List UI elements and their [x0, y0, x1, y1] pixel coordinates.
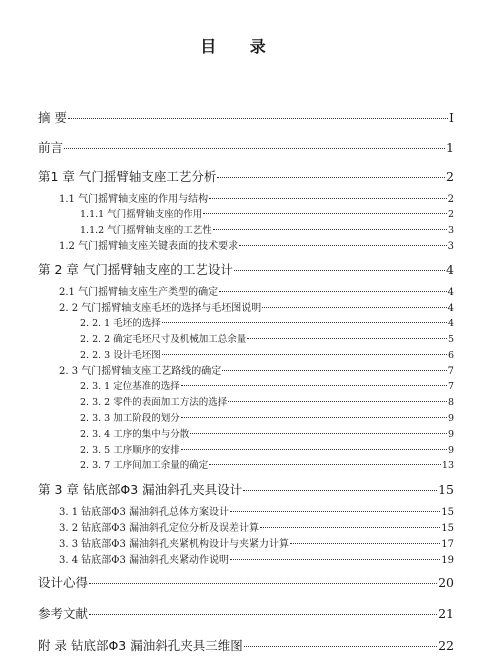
- toc-entry-page: 1: [446, 140, 454, 155]
- toc-entry-label: 2. 2 气门摇臂轴支座毛坯的选择与毛坯图说明: [59, 303, 262, 314]
- dot-leader: [203, 213, 447, 214]
- toc-entry-label: 2. 2. 3 设计毛坯图: [80, 350, 161, 361]
- toc-entry-page: 9: [447, 429, 454, 440]
- toc-entry: [80, 442, 454, 456]
- toc-entry: [80, 426, 454, 440]
- dot-leader: [234, 270, 445, 271]
- toc-entry-page: 4: [447, 303, 454, 314]
- toc-entry-label: 3. 3 钻底部Φ3 漏油斜孔夹紧机构设计与夹紧力计算: [59, 539, 289, 550]
- toc-entry-label: 1.1.2 气门摇臂轴支座的工艺性: [80, 225, 212, 236]
- toc-entry-page: 22: [438, 638, 454, 653]
- toc-entry: [59, 535, 454, 550]
- dot-leader: [230, 511, 440, 512]
- toc-entry: [80, 331, 454, 345]
- toc-entry: [38, 138, 454, 156]
- toc-entry-label: 参考文献: [38, 606, 89, 621]
- toc-entry-page: 2: [447, 194, 454, 205]
- dot-leader: [162, 322, 447, 323]
- toc-entry: [80, 222, 454, 236]
- toc-entry-page: 2: [447, 209, 454, 220]
- dot-leader: [89, 583, 437, 584]
- toc-entry: [80, 394, 454, 408]
- toc-entry: [38, 604, 454, 622]
- toc-entry-page: 9: [447, 445, 454, 456]
- toc-entry-label: 前言: [38, 140, 64, 155]
- toc-entry-page: 20: [438, 575, 454, 590]
- dot-leader: [239, 245, 447, 246]
- toc-entry: [59, 299, 454, 314]
- toc-title: 目 录: [200, 37, 280, 56]
- dot-leader: [228, 401, 447, 402]
- toc-entry-page: 6: [447, 350, 454, 361]
- toc-entry: [38, 167, 454, 185]
- toc-entry: [38, 260, 454, 278]
- toc-entry-page: 15: [438, 482, 454, 497]
- toc-entry-label: 2. 3. 5 工序顺序的安排: [80, 445, 180, 456]
- toc-entry: [38, 636, 454, 654]
- toc-entry-label: 3. 2 钻底部Φ3 漏油斜孔定位分析及误差计算: [59, 523, 259, 534]
- toc-entry: [80, 410, 454, 424]
- dot-leader: [68, 118, 448, 119]
- toc-entry-label: 1.2 气门摇臂轴支座关键表面的技术要求: [59, 241, 239, 252]
- toc-entry-page: 5: [447, 334, 454, 345]
- toc-entry-label: 摘 要: [38, 110, 67, 125]
- toc-entry-label: 第 2 章 气门摇臂轴支座的工艺设计: [38, 262, 233, 277]
- toc-entry: [59, 190, 454, 205]
- dot-leader: [222, 370, 446, 371]
- toc-entry: [80, 347, 454, 361]
- toc-entry: [59, 362, 454, 377]
- toc-entry-label: 1.1 气门摇臂轴支座的作用与结构: [59, 194, 209, 205]
- toc-entry: [59, 551, 454, 566]
- toc-entry-label: 第1 章 气门摇臂轴支座工艺分析: [38, 169, 217, 184]
- toc-entry-page: 4: [447, 318, 454, 329]
- dot-leader: [181, 385, 447, 386]
- toc-entry-label: 2. 2. 1 毛坯的选择: [80, 318, 161, 329]
- toc-entry-page: 21: [438, 606, 454, 621]
- toc-entry: [59, 519, 454, 534]
- toc-entry-page: 3: [447, 225, 454, 236]
- dot-leader: [260, 527, 440, 528]
- toc-entry-page: 7: [447, 381, 454, 392]
- toc-entry-label: 2. 3. 1 定位基准的选择: [80, 381, 180, 392]
- dot-leader: [217, 177, 445, 178]
- toc-entry: [38, 480, 454, 498]
- toc-entry-label: 3. 1 钻底部Φ3 漏油斜孔总体方案设计: [59, 507, 229, 518]
- toc-entry-label: 2. 3. 3 加工阶段的划分: [80, 413, 180, 424]
- toc-entry-page: 13: [441, 460, 454, 471]
- toc-entry: [80, 315, 454, 329]
- toc-entry: [80, 206, 454, 220]
- dot-leader: [162, 354, 447, 355]
- toc-entry-page: I: [449, 110, 454, 125]
- toc-entry: [59, 283, 454, 298]
- toc-entry-page: 3: [447, 241, 454, 252]
- toc-entry: [38, 573, 454, 591]
- toc-entry-label: 2. 3. 2 零件的表面加工方法的选择: [80, 397, 228, 408]
- toc-entry-page: 2: [446, 169, 454, 184]
- dot-leader: [64, 148, 445, 149]
- toc-entry-page: 7: [447, 366, 454, 377]
- dot-leader: [243, 490, 437, 491]
- dot-leader: [181, 449, 447, 450]
- dot-leader: [219, 291, 447, 292]
- toc-entry-page: 9: [447, 413, 454, 424]
- dot-leader: [181, 417, 447, 418]
- dot-leader: [247, 338, 447, 339]
- toc-entry: [80, 457, 454, 471]
- dot-leader: [262, 307, 446, 308]
- toc-entry-page: 4: [446, 262, 454, 277]
- toc-entry-label: 2. 3 气门摇臂轴支座工艺路线的确定: [59, 366, 222, 377]
- dot-leader: [89, 614, 437, 615]
- toc-entry-page: 17: [441, 539, 454, 550]
- toc-entry-page: 19: [441, 555, 454, 566]
- toc-entry: [38, 108, 454, 126]
- dot-leader: [209, 198, 447, 199]
- toc-entry-page: 15: [441, 507, 454, 518]
- dot-leader: [244, 646, 437, 647]
- dot-leader: [290, 543, 440, 544]
- toc-entry-label: 2. 3. 4 工序的集中与分散: [80, 429, 190, 440]
- toc-entry-label: 2. 2. 2 确定毛坯尺寸及机械加工总余量: [80, 334, 247, 345]
- toc-entry-label: 附 录 钻底部Φ3 漏油斜孔夹具三维图: [38, 638, 243, 653]
- dot-leader: [190, 433, 447, 434]
- toc-entry-label: 第 3 章 钻底部Φ3 漏油斜孔夹具设计: [38, 482, 243, 497]
- toc-entry: [59, 237, 454, 252]
- dot-leader: [230, 559, 440, 560]
- toc-entry: [59, 503, 454, 518]
- toc-entry-label: 设计心得: [38, 575, 89, 590]
- toc-entry-label: 2.1 气门摇臂轴支座生产类型的确定: [59, 287, 219, 298]
- toc-entry-page: 4: [447, 287, 454, 298]
- toc-entry-label: 2. 3. 7 工序间加工余量的确定: [80, 460, 209, 471]
- toc-entry-page: 8: [447, 397, 454, 408]
- dot-leader: [213, 229, 447, 230]
- toc-entry-label: 1.1.1 气门摇臂轴支座的作用: [80, 209, 203, 220]
- toc-entry-label: 3. 4 钻底部Φ3 漏油斜孔夹紧动作说明: [59, 555, 229, 566]
- toc-entry: [80, 378, 454, 392]
- dot-leader: [209, 464, 441, 465]
- toc-entry-page: 15: [441, 523, 454, 534]
